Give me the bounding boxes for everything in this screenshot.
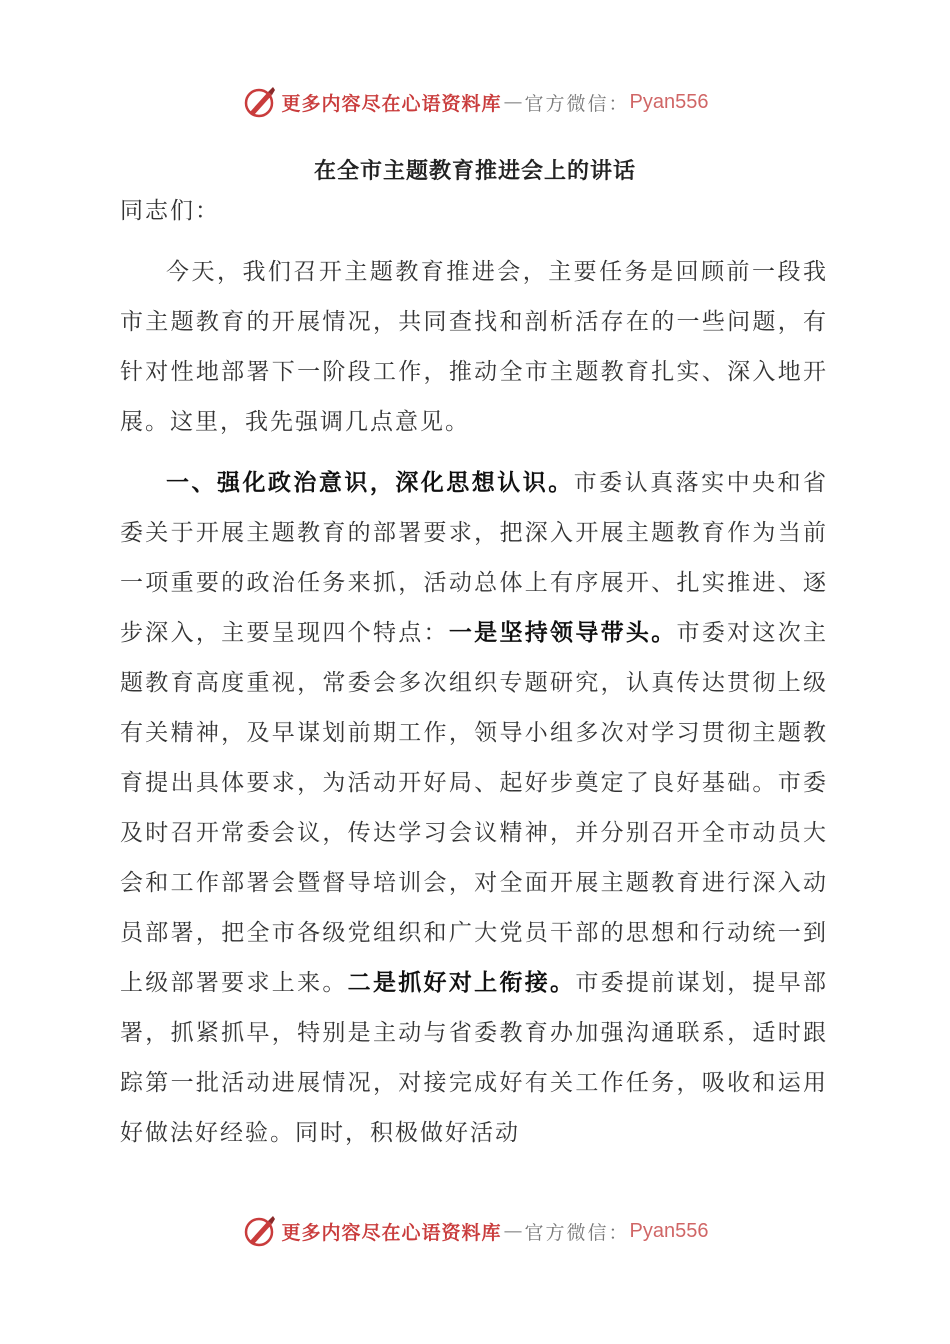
intro-paragraph: 今天，我们召开主题教育推进会，主要任务是回顾前一段我市主题教育的开展情况，共同查找和剖析活存在的一些问题，有针对性地部署下一阶段工作，推动全市主题教育扎实、深入地开展。这里，我先强调几点意见。 <box>120 259 828 435</box>
section-1-text-c: 市委提前谋划，提早部署，抓紧抓早，特别是主动与省委教育办加强沟通联系，适时跟踪第一批活动进展情况，对接完成好有关工作任务，吸收和运用好做法好经验。同时，积极做好活动 <box>120 970 829 1146</box>
section-1-heading: 一、强化政治意识，深化思想认识。 <box>166 470 574 496</box>
banner-label: 官方微信： <box>524 92 630 115</box>
pen-logo-icon <box>242 1213 278 1249</box>
section-1-paragraph <box>120 458 828 1158</box>
banner-separator: — <box>503 91 523 113</box>
banner-wechat-id: Pyan556 <box>629 90 709 113</box>
salutation: 同志们： <box>120 198 220 224</box>
banner-text: 更多内容尽在心语资料库 <box>281 1221 502 1244</box>
point-2-heading: 二是抓好对上衔接。 <box>347 970 576 996</box>
document-body <box>120 186 828 1158</box>
banner-text: 更多内容尽在心语资料库 <box>281 92 502 115</box>
banner-label: 官方微信： <box>524 1221 630 1244</box>
point-1-heading: 一是坚持领导带头。 <box>448 620 677 646</box>
footer-watermark-banner <box>0 1209 950 1253</box>
document-title: 在全市主题教育推进会上的讲话 <box>313 159 636 184</box>
section-1-text-a: 市委认真落实中央和省委关于开展主题教育的部署要求，把深入开展主题教育作为当前一项重要的政治任务来抓，活动总体上有序展开、扎实推进、逐步深入，主要呈现四个特点： <box>120 470 829 646</box>
banner-wechat-id: Pyan556 <box>629 1219 709 1242</box>
pen-logo-icon <box>242 84 278 120</box>
header-watermark-banner <box>0 80 950 124</box>
section-1-text-b: 市委对这次主题教育高度重视，常委会多次组织专题研究，认真传达贯彻上级有关精神，及早谋划前期工作，领导小组多次对学习贯彻主题教育提出具体要求，为活动开好局、起好步奠定了良好基础。市委及时召开常委会议，传达学习会议精神，并分别召开全市动员大会和工作部署会暨督导培训会，对全面开展主题教育进行深入动员部署，把全市各级党组织和广大党员干部的思想和行动统一到上级部署要求上来。 <box>120 620 829 996</box>
banner-separator: — <box>503 1220 523 1242</box>
